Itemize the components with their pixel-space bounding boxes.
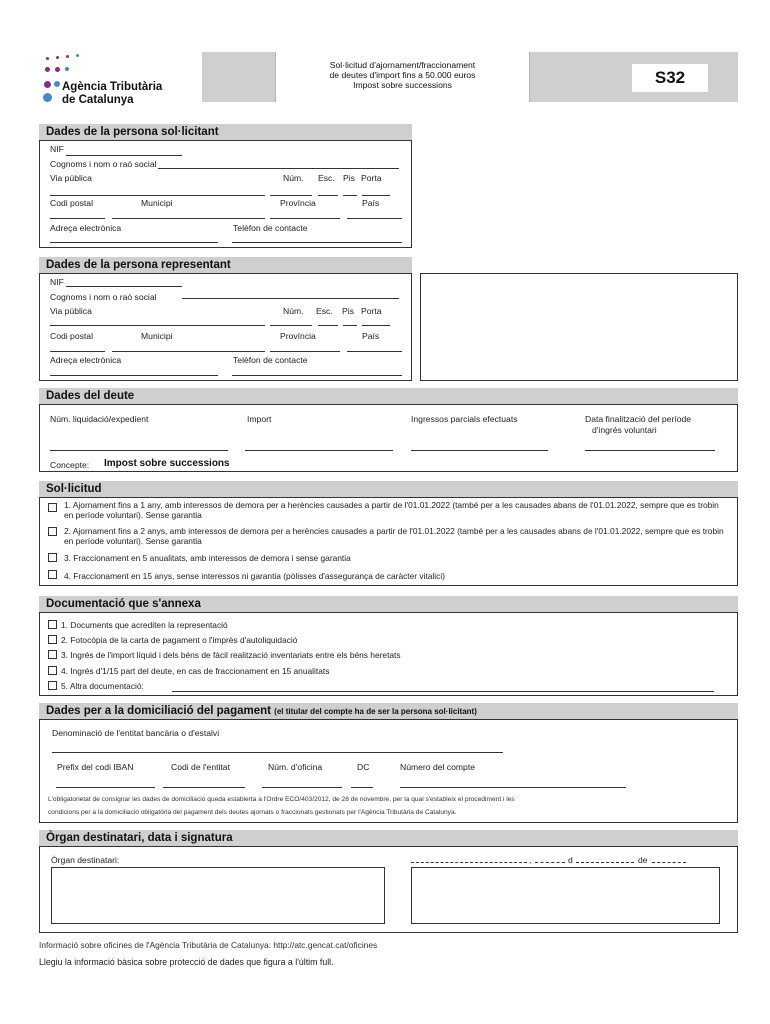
bank-entity-name-label: Denominació de l'entitat bancària o d'estalvi — [52, 728, 220, 738]
representative-esc-field[interactable] — [318, 325, 338, 326]
footer-privacy-info: Llegiu la informació bàsica sobre protecció de dades que figura a l'últim full. — [39, 957, 334, 967]
signature-comma: , — [529, 855, 532, 865]
debt-settlement-label: Núm. liquidació/expedient — [50, 414, 149, 424]
representative-province-label: Província — [280, 331, 316, 341]
request-option-1-label: 1. Ajornament fins a 1 any, amb interessos de demora per a herències causades a partir de l'01.01.2022 (també per a les causades abans de l'01.01.2022, sempre que es trobin en període voluntari). Sense garantia — [64, 500, 719, 520]
logo-dot-icon — [46, 57, 49, 60]
applicant-municipality-field[interactable] — [112, 218, 265, 219]
bank-title-text: Dades per a la domiciliació del pagament — [46, 705, 271, 717]
document-2-label: 2. Fotocòpia de la carta de pagament o l'imprès d'autoliquidació — [61, 635, 298, 645]
recipient-field[interactable] — [51, 867, 385, 924]
applicant-name-field[interactable] — [158, 168, 399, 169]
bank-office-label: Núm. d'oficina — [268, 762, 323, 772]
representative-nif-label: NIF — [50, 277, 64, 287]
applicant-municipality-label: Municipi — [141, 198, 173, 208]
representative-pis-field[interactable] — [343, 325, 357, 326]
debt-concept-value: Impost sobre successions — [104, 458, 230, 469]
document-1-label: 1. Documents que acrediten la representació — [61, 620, 228, 630]
applicant-phone-field[interactable] — [232, 242, 402, 243]
representative-phone-label: Telèfon de contacte — [233, 355, 308, 365]
applicant-postcode-label: Codi postal — [50, 198, 93, 208]
bank-entity-name-field[interactable] — [52, 752, 503, 753]
applicant-num-field[interactable] — [270, 195, 312, 196]
document-3-checkbox[interactable] — [48, 650, 57, 659]
signature-section-title: Òrgan destinatari, data i signatura — [39, 830, 738, 846]
logo-dot-icon — [45, 67, 50, 72]
request-option-3-checkbox[interactable] — [48, 553, 57, 562]
document-5-label: 5. Altra documentació: — [61, 681, 144, 691]
applicant-country-field[interactable] — [347, 218, 402, 219]
applicant-num-label: Núm. — [283, 173, 304, 183]
representative-name-label: Cognoms i nom o raó social — [50, 292, 157, 302]
recipient-label: Òrgan destinatari: — [51, 855, 120, 865]
applicant-porta-label: Porta — [361, 173, 382, 183]
document-5-other-field[interactable] — [172, 691, 714, 692]
bank-iban-field[interactable] — [56, 787, 155, 788]
representative-num-label: Núm. — [283, 306, 304, 316]
logo-dot-icon — [56, 56, 59, 59]
applicant-esc-label: Esc. — [318, 173, 335, 183]
debt-section-title: Dades del deute — [39, 388, 738, 404]
representative-email-label: Adreça electrònica — [50, 355, 122, 365]
document-4-label: 4. Ingrés d'1/15 part del deute, en cas de fraccionament en 15 anualitats — [61, 666, 330, 676]
bank-dc-label: DC — [357, 762, 370, 772]
representative-stamp-box[interactable] — [420, 273, 738, 381]
bank-section-title — [39, 703, 738, 719]
representative-municipality-field[interactable] — [112, 351, 265, 352]
request-option-1-checkbox[interactable] — [48, 503, 57, 512]
representative-street-label: Via pública — [50, 306, 92, 316]
applicant-section-title: Dades de la persona sol·licitant — [39, 124, 412, 140]
applicant-email-field[interactable] — [50, 242, 218, 243]
document-2-checkbox[interactable] — [48, 635, 57, 644]
representative-province-field[interactable] — [270, 351, 340, 352]
debt-partial-label: Ingressos parcials efectuats — [411, 414, 518, 424]
debt-concept-label: Concepte: — [50, 460, 90, 470]
representative-esc-label: Esc. — [316, 306, 333, 316]
document-5-checkbox[interactable] — [48, 681, 57, 690]
applicant-province-field[interactable] — [270, 218, 340, 219]
debt-end-date-label-line1: Data finalització del període — [585, 414, 692, 424]
logo-dot-icon — [55, 67, 60, 72]
applicant-province-label: Província — [280, 198, 316, 208]
applicant-pis-label: Pis — [343, 173, 355, 183]
request-option-2-label: 2. Ajornament fins a 2 anys, amb interessos de demora per a herències causades a partir de l'01.01.2022 (també per a les causades abans de l'01.01.2022, sempre que es trobin en període voluntari). Sense garantia — [64, 526, 724, 546]
form-title-line3: Impost sobre successions — [353, 80, 452, 90]
debt-settlement-field[interactable] — [50, 450, 228, 451]
debt-amount-field[interactable] — [245, 450, 393, 451]
logo-dot-icon — [43, 93, 52, 102]
footer-offices-info: Informació sobre oficines de l'Agència Tributària de Catalunya: http://atc.gencat.cat/oficines — [39, 940, 378, 950]
applicant-esc-field[interactable] — [318, 195, 338, 196]
representative-porta-field[interactable] — [362, 325, 390, 326]
request-section-title: Sol·licitud — [39, 481, 738, 497]
representative-country-field[interactable] — [347, 351, 402, 352]
document-1-checkbox[interactable] — [48, 620, 57, 629]
representative-street-field[interactable] — [50, 325, 265, 326]
signature-d-label: d — [568, 855, 573, 865]
logo-dot-icon — [76, 54, 79, 57]
applicant-email-label: Adreça electrònica — [50, 223, 122, 233]
document-3-label: 3. Ingrés de l'import líquid i dels béns de fàcil realització inventariats entre els béns heretats — [61, 650, 401, 660]
applicant-postcode-field[interactable] — [50, 218, 105, 219]
bank-title-note: (el titular del compte ha de ser la persona sol·licitant) — [274, 707, 477, 716]
applicant-nif-field[interactable] — [66, 155, 182, 156]
logo-dot-icon — [65, 67, 69, 71]
bank-iban-label: Prefix del codi IBAN — [57, 762, 134, 772]
applicant-phone-label: Telèfon de contacte — [233, 223, 308, 233]
bank-legal-notice-line1: L'obligatorietat de consignar les dades de domiciliació queda establerta a l'Ordre ECO/403/2012, de 28 de novembre, per la qual s'estableix el procediment i les — [48, 796, 515, 803]
request-option-4-checkbox[interactable] — [48, 570, 57, 579]
documents-section-title: Documentació que s'annexa — [39, 596, 738, 612]
bank-entity-code-field[interactable] — [163, 787, 245, 788]
applicant-street-label: Via pública — [50, 173, 92, 183]
request-option-2-checkbox[interactable] — [48, 527, 57, 536]
applicant-nif-label: NIF — [50, 144, 64, 154]
logo-dot-icon — [44, 81, 51, 88]
logo-dot-icon — [66, 55, 69, 58]
signature-de-label: de — [638, 855, 648, 865]
applicant-pis-field[interactable] — [343, 195, 357, 196]
applicant-porta-field[interactable] — [362, 195, 390, 196]
representative-num-field[interactable] — [270, 325, 312, 326]
applicant-country-label: País — [362, 198, 380, 208]
representative-phone-field[interactable] — [232, 375, 402, 376]
bank-entity-code-label: Codi de l'entitat — [171, 762, 230, 772]
form-code: S32 — [632, 64, 708, 92]
form-title-line1: Sol·licitud d'ajornament/fraccionament — [329, 60, 476, 70]
debt-end-date-field[interactable] — [585, 450, 715, 451]
applicant-street-field[interactable] — [50, 195, 265, 196]
debt-partial-field[interactable] — [411, 450, 548, 451]
signature-place-field[interactable] — [411, 862, 527, 863]
signature-field[interactable] — [411, 867, 720, 924]
signature-month-field[interactable] — [576, 862, 634, 863]
form-title-line2: de deutes d'import fins a 50.000 euros — [329, 70, 476, 80]
bank-legal-notice-line2: condicions per a la domiciliació obligatòria del pagament dels deutes ajornats o fraccionats gestionats per l'Agència Tributària de Catalunya. — [48, 809, 457, 816]
logo-dot-icon — [54, 81, 60, 87]
representative-pis-label: Pis — [342, 306, 354, 316]
bank-account-label: Número del compte — [400, 762, 475, 772]
representative-nif-field[interactable] — [66, 286, 182, 287]
agency-name-line2: de Catalunya — [62, 94, 134, 106]
debt-end-date-label-line2: d'ingrés voluntari — [592, 425, 657, 435]
representative-porta-label: Porta — [361, 306, 382, 316]
agency-name-line1: Agència Tributària — [62, 81, 163, 93]
representative-name-field[interactable] — [182, 298, 399, 299]
bank-office-field[interactable] — [262, 787, 342, 788]
request-option-4-label: 4. Fraccionament en 15 anys, sense interessos ni garantia (pòlisses d'assegurança de caràcter vitalici) — [64, 571, 445, 581]
representative-email-field[interactable] — [50, 375, 218, 376]
representative-section-title: Dades de la persona representant — [39, 257, 412, 273]
debt-amount-label: Import — [247, 414, 272, 424]
bank-dc-field[interactable] — [351, 787, 373, 788]
document-4-checkbox[interactable] — [48, 666, 57, 675]
signature-day-field[interactable] — [535, 862, 565, 863]
representative-postcode-field[interactable] — [50, 351, 105, 352]
applicant-name-label: Cognoms i nom o raó social — [50, 159, 157, 169]
form-title — [275, 52, 530, 102]
representative-municipality-label: Municipi — [141, 331, 173, 341]
bank-account-field[interactable] — [400, 787, 626, 788]
signature-year-field[interactable] — [652, 862, 686, 863]
representative-postcode-label: Codi postal — [50, 331, 93, 341]
representative-country-label: País — [362, 331, 380, 341]
request-option-3-label: 3. Fraccionament en 5 anualitats, amb interessos de demora i sense garantia — [64, 553, 351, 563]
